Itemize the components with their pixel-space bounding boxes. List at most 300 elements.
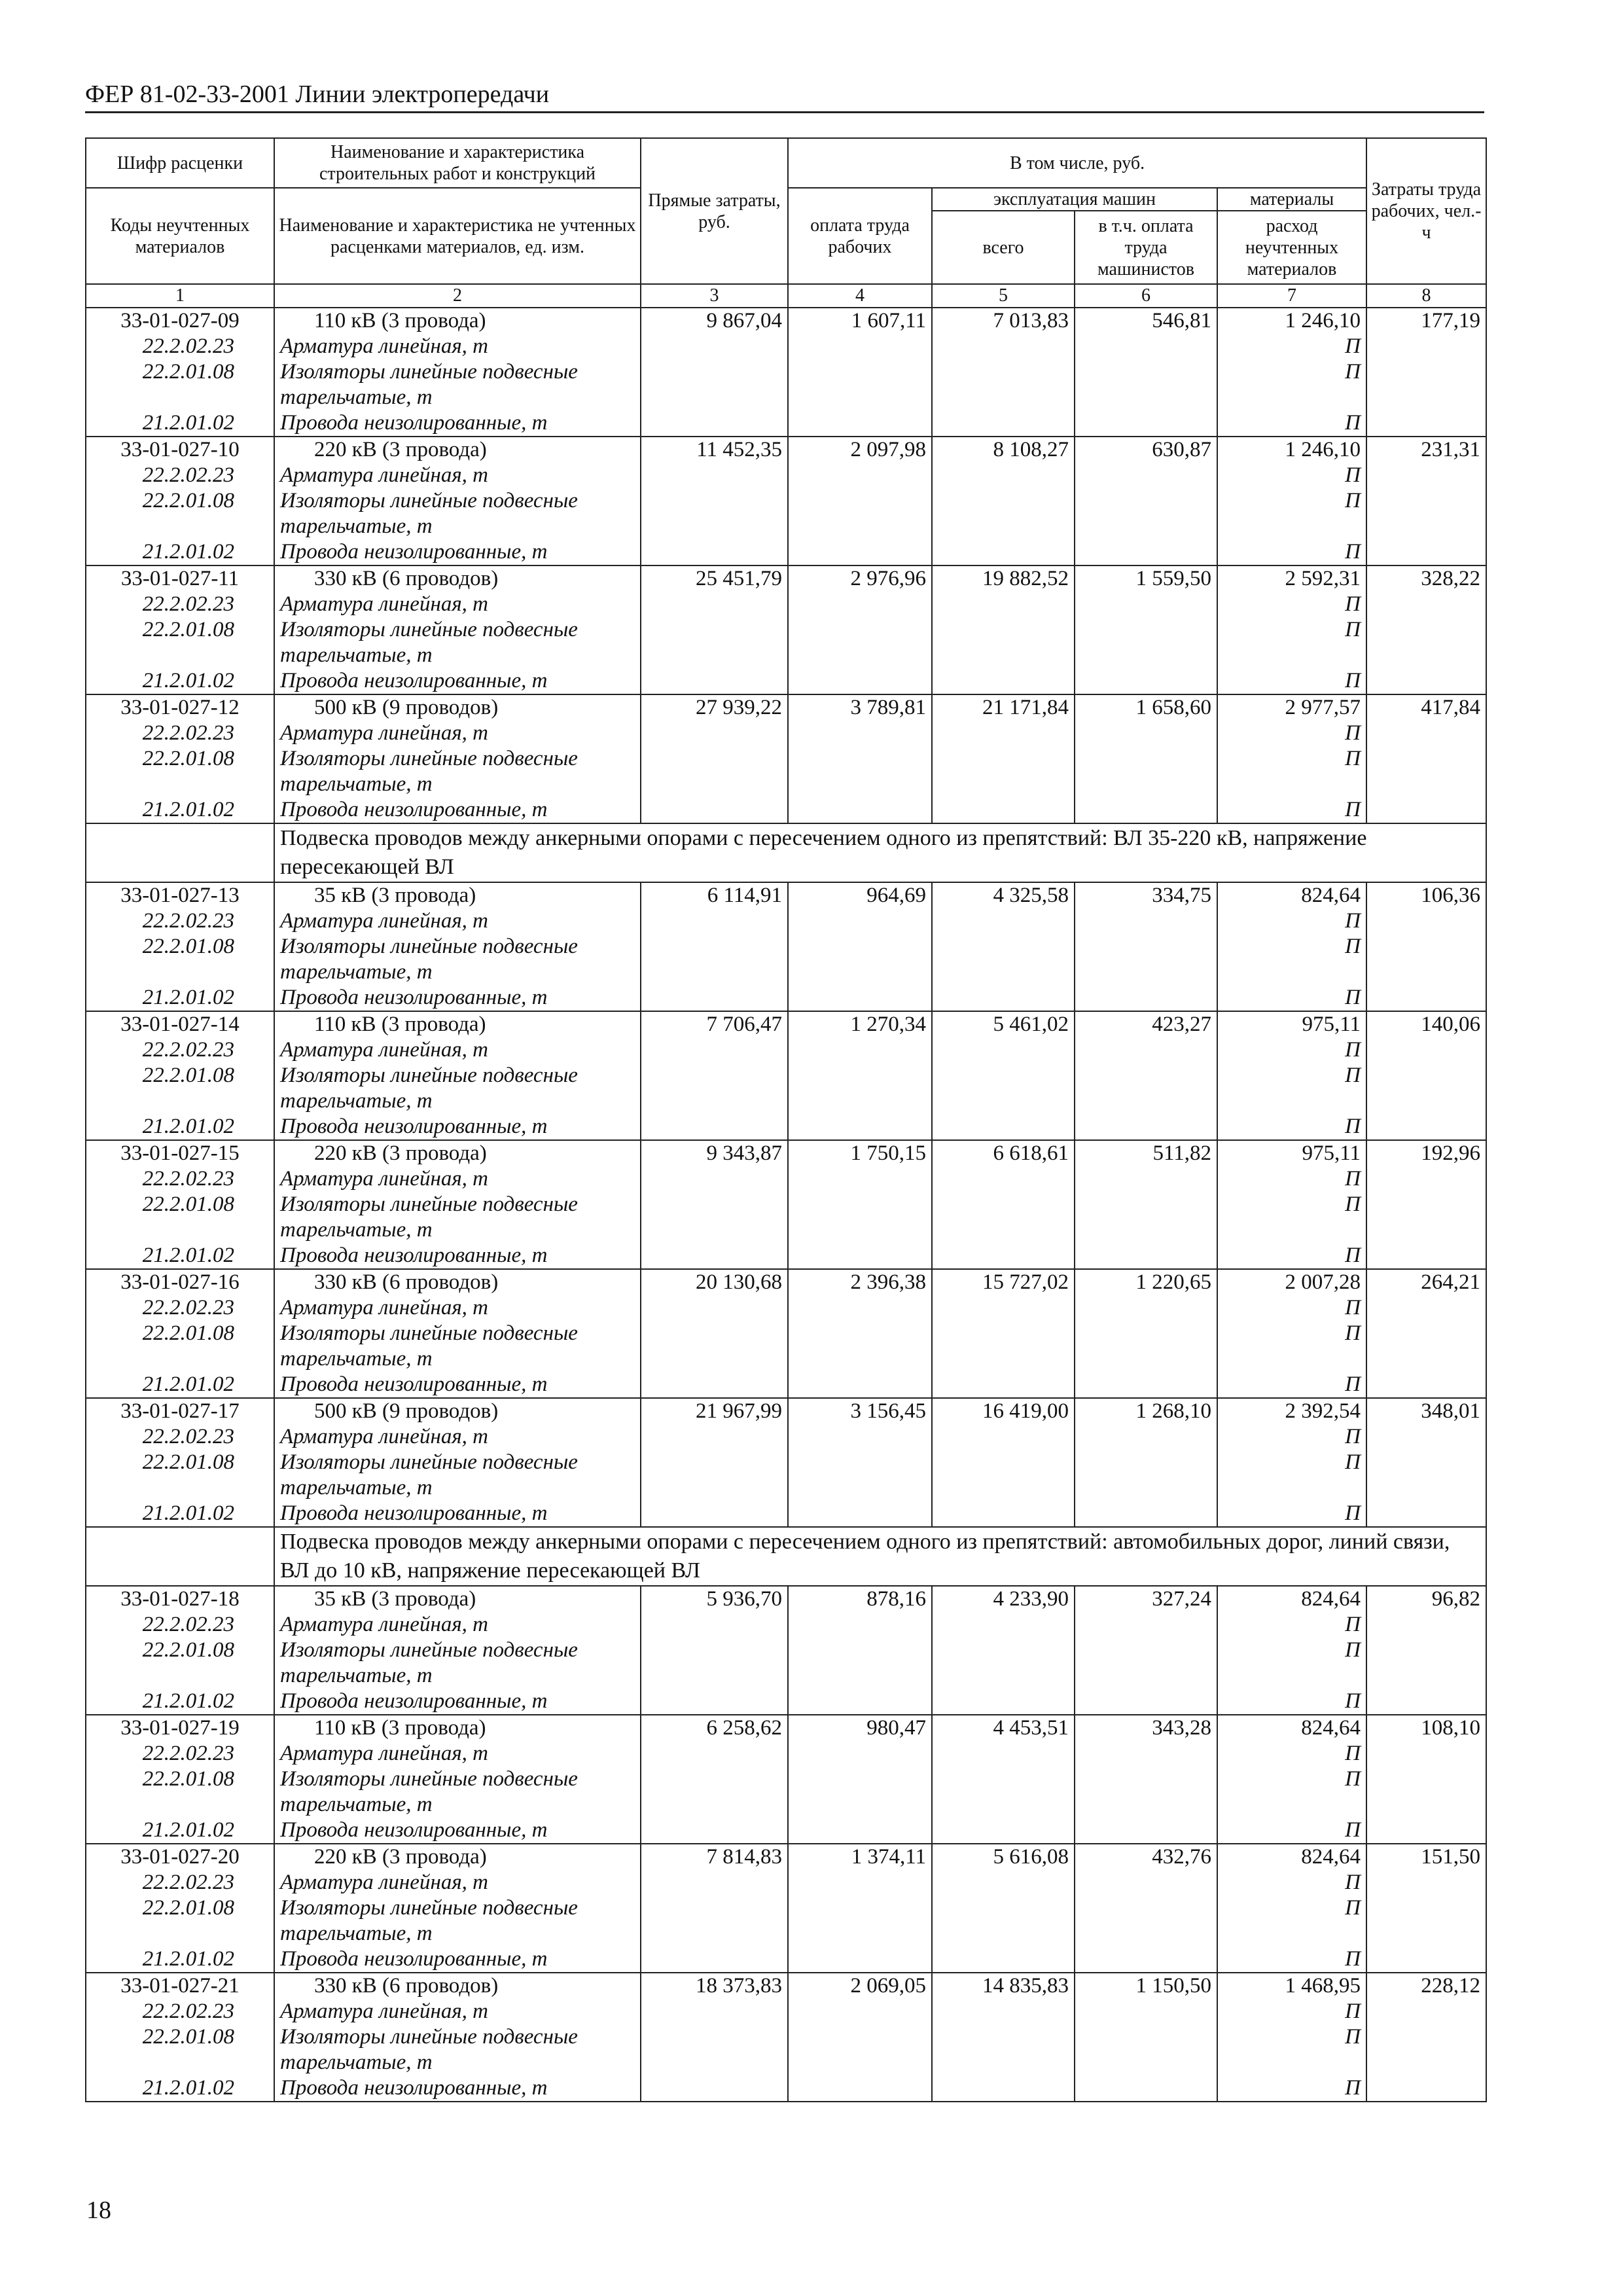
empty-cell (1075, 1063, 1217, 1114)
materials-cost: 2 392,54 (1217, 1398, 1366, 1424)
empty-cell (788, 1450, 932, 1501)
material-row (86, 1243, 1486, 1269)
material-mark: П (1217, 1638, 1366, 1689)
direct-costs: 5 936,70 (641, 1586, 788, 1612)
empty-cell (641, 668, 788, 694)
empty-cell (641, 1450, 788, 1501)
material-code: 22.2.01.08 (86, 359, 274, 410)
material-mark: П (1217, 1870, 1366, 1895)
empty-cell (788, 410, 932, 437)
material-row (86, 463, 1486, 488)
empty-cell (788, 2075, 932, 2102)
empty-cell (641, 488, 788, 539)
material-mark: П (1217, 1895, 1366, 1946)
empty-cell (1366, 668, 1486, 694)
rate-name: 220 кВ (3 провода) (274, 1140, 641, 1166)
empty-cell (1075, 1424, 1217, 1450)
empty-cell (641, 592, 788, 617)
table-body (86, 308, 1486, 2102)
col-number: 1 (86, 284, 274, 308)
empty-cell (788, 592, 932, 617)
col-number: 6 (1075, 284, 1217, 308)
machines-total: 8 108,27 (932, 437, 1075, 463)
material-mark: П (1217, 1612, 1366, 1638)
empty-cell (932, 1037, 1075, 1063)
material-row (86, 1501, 1486, 1527)
labor-pay: 2 097,98 (788, 437, 932, 463)
material-name: Изоляторы линейные подвесные тарельчатые, т (274, 1450, 641, 1501)
empty-cell (1366, 721, 1486, 746)
empty-cell (788, 1870, 932, 1895)
col-number: 5 (932, 284, 1075, 308)
empty-cell (1366, 1321, 1486, 1372)
empty-cell (1366, 908, 1486, 934)
material-mark: П (1217, 1372, 1366, 1398)
material-name: Арматура линейная, т (274, 463, 641, 488)
material-mark: П (1217, 617, 1366, 668)
machines-total: 19 882,52 (932, 565, 1075, 592)
materials-cost: 2 977,57 (1217, 694, 1366, 721)
empty-cell (932, 359, 1075, 410)
empty-cell (641, 1424, 788, 1450)
empty-cell (641, 908, 788, 934)
direct-costs: 7 814,83 (641, 1844, 788, 1870)
empty-cell (641, 1192, 788, 1243)
material-name: Изоляторы линейные подвесные тарельчатые, т (274, 617, 641, 668)
material-name: Изоляторы линейные подвесные тарельчатые, т (274, 1895, 641, 1946)
empty-cell (641, 1999, 788, 2024)
header-machines: эксплуатация машин (932, 188, 1217, 211)
machines-total: 4 233,90 (932, 1586, 1075, 1612)
rate-name: 110 кВ (3 провода) (274, 308, 641, 334)
empty-cell (932, 668, 1075, 694)
labor-hours: 328,22 (1366, 565, 1486, 592)
table-row (86, 1844, 1486, 1870)
material-mark: П (1217, 488, 1366, 539)
col-number: 4 (788, 284, 932, 308)
table-row (86, 694, 1486, 721)
empty-cell (641, 1063, 788, 1114)
material-name: Изоляторы линейные подвесные тарельчатые, т (274, 488, 641, 539)
empty-cell (788, 1689, 932, 1715)
empty-cell (1366, 2024, 1486, 2075)
material-mark: П (1217, 463, 1366, 488)
empty-cell (1075, 1767, 1217, 1818)
empty-cell (788, 2024, 932, 2075)
material-name: Изоляторы линейные подвесные тарельчатые, т (274, 1321, 641, 1372)
material-row (86, 539, 1486, 565)
page-number: 18 (86, 2197, 111, 2224)
table-row (86, 1398, 1486, 1424)
empty-cell (641, 1295, 788, 1321)
labor-hours: 264,21 (1366, 1269, 1486, 1295)
empty-cell (788, 1295, 932, 1321)
rate-code: 33-01-027-16 (86, 1269, 274, 1295)
material-name: Изоляторы линейные подвесные тарельчатые, т (274, 746, 641, 797)
section-title: Подвеска проводов между анкерными опорами с пересечением одного из препятствий: ВЛ 35-220 кВ, напряжение пересекающей ВЛ (274, 823, 1486, 882)
empty-cell (1075, 359, 1217, 410)
empty-cell (641, 1870, 788, 1895)
material-row (86, 985, 1486, 1011)
material-row (86, 1946, 1486, 1973)
labor-pay: 2 396,38 (788, 1269, 932, 1295)
empty-cell (641, 1946, 788, 1973)
empty-cell (1075, 908, 1217, 934)
material-code: 21.2.01.02 (86, 1501, 274, 1527)
empty-cell (1366, 1295, 1486, 1321)
empty-cell (932, 539, 1075, 565)
machines-labor: 1 150,50 (1075, 1973, 1217, 1999)
empty-cell (932, 1818, 1075, 1844)
empty-cell (641, 1689, 788, 1715)
empty-cell (1366, 934, 1486, 985)
empty-cell (641, 746, 788, 797)
machines-labor: 630,87 (1075, 437, 1217, 463)
table-row (86, 1586, 1486, 1612)
empty-cell (1075, 1372, 1217, 1398)
empty-cell (1075, 1321, 1217, 1372)
material-row (86, 1638, 1486, 1689)
header-direct: Прямые затраты, руб. (641, 138, 788, 284)
materials-cost: 1 246,10 (1217, 308, 1366, 334)
empty-cell (641, 1166, 788, 1192)
materials-cost: 824,64 (1217, 882, 1366, 908)
material-mark: П (1217, 746, 1366, 797)
material-mark: П (1217, 1295, 1366, 1321)
material-mark: П (1217, 539, 1366, 565)
empty-cell (932, 721, 1075, 746)
rate-code: 33-01-027-18 (86, 1586, 274, 1612)
material-code: 22.2.01.08 (86, 1638, 274, 1689)
material-name: Арматура линейная, т (274, 1037, 641, 1063)
material-name: Провода неизолированные, т (274, 1243, 641, 1269)
header-incl: В том числе, руб. (788, 138, 1366, 188)
empty-cell (932, 592, 1075, 617)
table-row (86, 1973, 1486, 1999)
table-row (86, 308, 1486, 334)
empty-cell (932, 463, 1075, 488)
empty-cell (932, 746, 1075, 797)
empty-cell (641, 1638, 788, 1689)
material-row (86, 1818, 1486, 1844)
material-code: 22.2.02.23 (86, 592, 274, 617)
material-code: 22.2.02.23 (86, 1424, 274, 1450)
material-code: 21.2.01.02 (86, 797, 274, 823)
col-number: 7 (1217, 284, 1366, 308)
col-number: 3 (641, 284, 788, 308)
labor-pay: 1 607,11 (788, 308, 932, 334)
material-code: 21.2.01.02 (86, 2075, 274, 2102)
material-mark: П (1217, 2075, 1366, 2102)
empty-cell (641, 410, 788, 437)
material-name: Арматура линейная, т (274, 592, 641, 617)
empty-cell (788, 1114, 932, 1140)
empty-cell (1075, 1037, 1217, 1063)
material-code: 22.2.02.23 (86, 1612, 274, 1638)
material-mark: П (1217, 908, 1366, 934)
material-row (86, 746, 1486, 797)
empty-cell (1075, 1818, 1217, 1844)
empty-cell (788, 334, 932, 359)
empty-cell (641, 985, 788, 1011)
empty-cell (788, 797, 932, 823)
empty-cell (1366, 359, 1486, 410)
empty-cell (932, 1450, 1075, 1501)
material-row (86, 617, 1486, 668)
material-name: Арматура линейная, т (274, 908, 641, 934)
rate-name: 110 кВ (3 провода) (274, 1715, 641, 1741)
empty-cell (1366, 1638, 1486, 1689)
empty-cell (1366, 1372, 1486, 1398)
labor-pay: 878,16 (788, 1586, 932, 1612)
empty-cell (641, 1501, 788, 1527)
material-row (86, 934, 1486, 985)
material-code: 21.2.01.02 (86, 1689, 274, 1715)
rate-name: 500 кВ (9 проводов) (274, 694, 641, 721)
empty-cell (932, 1767, 1075, 1818)
empty-cell (932, 1946, 1075, 1973)
material-mark: П (1217, 668, 1366, 694)
material-mark: П (1217, 1767, 1366, 1818)
empty-cell (788, 539, 932, 565)
table-row (86, 437, 1486, 463)
material-row (86, 410, 1486, 437)
empty-cell (1366, 1895, 1486, 1946)
material-name: Изоляторы линейные подвесные тарельчатые, т (274, 1063, 641, 1114)
machines-total: 4 453,51 (932, 1715, 1075, 1741)
empty-cell (1075, 1192, 1217, 1243)
material-mark: П (1217, 1037, 1366, 1063)
empty-cell (932, 1870, 1075, 1895)
empty-cell (1075, 985, 1217, 1011)
material-mark: П (1217, 1424, 1366, 1450)
header-materials: материалы (1217, 188, 1366, 211)
empty-cell (1075, 1895, 1217, 1946)
material-code: 21.2.01.02 (86, 1114, 274, 1140)
empty-cell (1366, 1114, 1486, 1140)
empty-cell (1075, 2075, 1217, 2102)
empty-cell (932, 1689, 1075, 1715)
empty-cell (1075, 1243, 1217, 1269)
empty-cell (1366, 1689, 1486, 1715)
material-name: Провода неизолированные, т (274, 1946, 641, 1973)
material-row (86, 1295, 1486, 1321)
material-code: 21.2.01.02 (86, 1243, 274, 1269)
empty-cell (1366, 985, 1486, 1011)
material-row (86, 797, 1486, 823)
empty-cell (788, 1767, 932, 1818)
empty-cell (1075, 1741, 1217, 1767)
rate-code: 33-01-027-19 (86, 1715, 274, 1741)
material-row (86, 1192, 1486, 1243)
material-row (86, 908, 1486, 934)
material-mark: П (1217, 1689, 1366, 1715)
empty-cell (641, 1114, 788, 1140)
material-code: 22.2.01.08 (86, 934, 274, 985)
material-row (86, 1450, 1486, 1501)
empty-cell (641, 1372, 788, 1398)
machines-labor: 327,24 (1075, 1586, 1217, 1612)
empty-cell (932, 797, 1075, 823)
empty-cell (641, 1895, 788, 1946)
empty-cell (641, 797, 788, 823)
empty-cell (641, 1037, 788, 1063)
empty-cell (1075, 1166, 1217, 1192)
empty-cell (932, 488, 1075, 539)
rate-code: 33-01-027-09 (86, 308, 274, 334)
material-row (86, 1999, 1486, 2024)
machines-labor: 1 220,65 (1075, 1269, 1217, 1295)
direct-costs: 6 114,91 (641, 882, 788, 908)
empty-cell (641, 1321, 788, 1372)
material-code: 22.2.01.08 (86, 1450, 274, 1501)
direct-costs: 18 373,83 (641, 1973, 788, 1999)
labor-pay: 2 976,96 (788, 565, 932, 592)
materials-cost: 2 007,28 (1217, 1269, 1366, 1295)
empty-cell (1366, 1450, 1486, 1501)
empty-cell (1075, 721, 1217, 746)
section-code-cell (86, 1527, 274, 1586)
empty-cell (1366, 539, 1486, 565)
empty-cell (1075, 1999, 1217, 2024)
rate-code: 33-01-027-12 (86, 694, 274, 721)
material-row (86, 2075, 1486, 2102)
materials-cost: 824,64 (1217, 1586, 1366, 1612)
empty-cell (932, 1321, 1075, 1372)
empty-cell (1075, 1689, 1217, 1715)
labor-hours: 417,84 (1366, 694, 1486, 721)
material-name: Изоляторы линейные подвесные тарельчатые, т (274, 934, 641, 985)
material-mark: П (1217, 410, 1366, 437)
direct-costs: 20 130,68 (641, 1269, 788, 1295)
empty-cell (1366, 617, 1486, 668)
labor-hours: 96,82 (1366, 1586, 1486, 1612)
material-code: 22.2.02.23 (86, 908, 274, 934)
empty-cell (1366, 1767, 1486, 1818)
material-name: Провода неизолированные, т (274, 1501, 641, 1527)
direct-costs: 9 343,87 (641, 1140, 788, 1166)
machines-labor: 343,28 (1075, 1715, 1217, 1741)
material-name: Провода неизолированные, т (274, 668, 641, 694)
rate-name: 35 кВ (3 провода) (274, 882, 641, 908)
materials-cost: 975,11 (1217, 1140, 1366, 1166)
material-code: 22.2.01.08 (86, 617, 274, 668)
empty-cell (641, 2024, 788, 2075)
machines-total: 14 835,83 (932, 1973, 1075, 1999)
material-mark: П (1217, 1192, 1366, 1243)
material-row (86, 1321, 1486, 1372)
empty-cell (1366, 410, 1486, 437)
direct-costs: 21 967,99 (641, 1398, 788, 1424)
empty-cell (788, 1424, 932, 1450)
empty-cell (788, 1372, 932, 1398)
material-mark: П (1217, 1999, 1366, 2024)
empty-cell (1366, 1037, 1486, 1063)
machines-total: 4 325,58 (932, 882, 1075, 908)
labor-hours: 140,06 (1366, 1011, 1486, 1037)
material-row (86, 1372, 1486, 1398)
empty-cell (641, 1741, 788, 1767)
material-row (86, 1114, 1486, 1140)
empty-cell (1075, 1612, 1217, 1638)
material-code: 22.2.02.23 (86, 721, 274, 746)
empty-cell (788, 1063, 932, 1114)
labor-pay: 3 789,81 (788, 694, 932, 721)
empty-cell (932, 334, 1075, 359)
empty-cell (1366, 1741, 1486, 1767)
material-code: 21.2.01.02 (86, 410, 274, 437)
empty-cell (641, 1243, 788, 1269)
material-code: 22.2.02.23 (86, 1999, 274, 2024)
machines-labor: 1 559,50 (1075, 565, 1217, 592)
labor-pay: 2 069,05 (788, 1973, 932, 1999)
section-title: Подвеска проводов между анкерными опорами с пересечением одного из препятствий: автомобильных дорог, линий связи, ВЛ до 10 кВ, напряжение пересекающей ВЛ (274, 1527, 1486, 1586)
empty-cell (1366, 1870, 1486, 1895)
material-row (86, 592, 1486, 617)
material-code: 21.2.01.02 (86, 1372, 274, 1398)
empty-cell (932, 1372, 1075, 1398)
rate-code: 33-01-027-17 (86, 1398, 274, 1424)
material-name: Арматура линейная, т (274, 1612, 641, 1638)
material-code: 21.2.01.02 (86, 985, 274, 1011)
table-row (86, 565, 1486, 592)
empty-cell (932, 1895, 1075, 1946)
rate-code: 33-01-027-13 (86, 882, 274, 908)
empty-cell (788, 1999, 932, 2024)
empty-cell (788, 1946, 932, 1973)
empty-cell (641, 1818, 788, 1844)
table-row (86, 1011, 1486, 1037)
material-mark: П (1217, 1450, 1366, 1501)
empty-cell (1075, 592, 1217, 617)
material-code: 22.2.01.08 (86, 1063, 274, 1114)
material-row (86, 488, 1486, 539)
material-name: Провода неизолированные, т (274, 1689, 641, 1715)
labor-pay: 964,69 (788, 882, 932, 908)
rate-name: 330 кВ (6 проводов) (274, 1269, 641, 1295)
labor-pay: 980,47 (788, 1715, 932, 1741)
empty-cell (1075, 617, 1217, 668)
header-name-top: Наименование и характеристика строительных работ и конструкций (274, 138, 641, 188)
material-row (86, 1741, 1486, 1767)
material-row (86, 334, 1486, 359)
material-mark: П (1217, 934, 1366, 985)
direct-costs: 27 939,22 (641, 694, 788, 721)
material-row (86, 721, 1486, 746)
material-mark: П (1217, 1818, 1366, 1844)
section-row (86, 1527, 1486, 1586)
labor-hours: 228,12 (1366, 1973, 1486, 1999)
direct-costs: 7 706,47 (641, 1011, 788, 1037)
labor-pay: 1 270,34 (788, 1011, 932, 1037)
empty-cell (641, 721, 788, 746)
material-row (86, 1689, 1486, 1715)
material-mark: П (1217, 1741, 1366, 1767)
empty-cell (641, 463, 788, 488)
material-mark: П (1217, 334, 1366, 359)
material-mark: П (1217, 797, 1366, 823)
material-row (86, 1895, 1486, 1946)
empty-cell (641, 1767, 788, 1818)
machines-total: 21 171,84 (932, 694, 1075, 721)
empty-cell (1075, 410, 1217, 437)
section-row (86, 823, 1486, 882)
col-number: 2 (274, 284, 641, 308)
empty-cell (1075, 1638, 1217, 1689)
material-code: 22.2.02.23 (86, 1295, 274, 1321)
empty-cell (1075, 1501, 1217, 1527)
page-header: ФЕР 81-02-33-2001 Линии электропередачи (85, 77, 1484, 113)
